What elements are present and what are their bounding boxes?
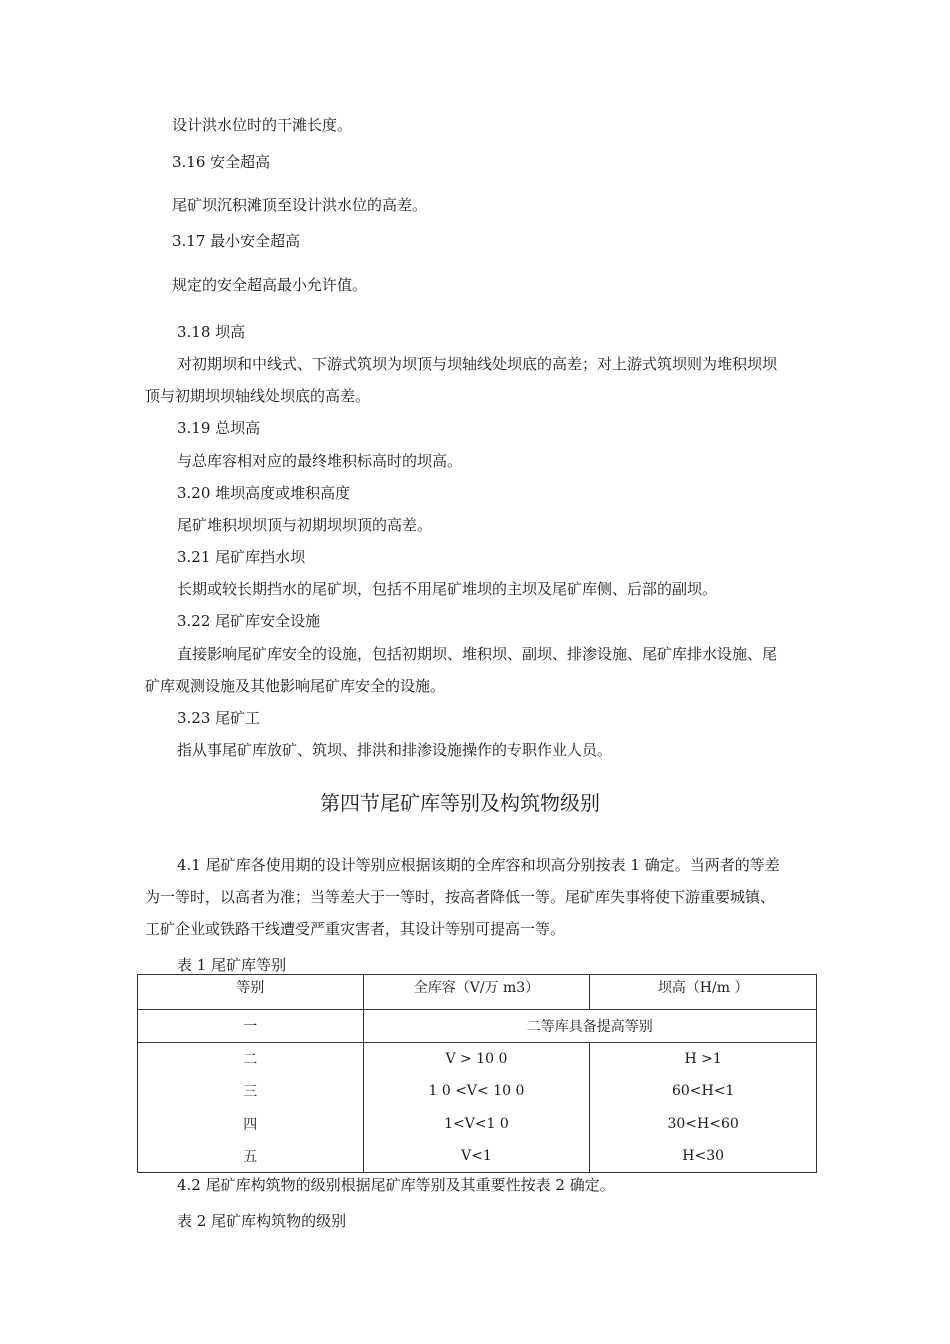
grade-cell: 一 [138, 1010, 364, 1043]
text-line: 长期或较长期挡水的尾矿坝，包括不用尾矿堆坝的主坝及尾矿库侧、后部的副坝。 [177, 580, 718, 598]
volume-cell: V > 10 0 [363, 1043, 590, 1076]
table-row [138, 1075, 817, 1107]
text-line: 4.2 尾矿库构筑物的级别根据尾矿库等别及其重要性按表 2 确定。 [177, 1176, 615, 1194]
table-header-row [138, 975, 817, 1010]
clause-heading: 3.19 总坝高 [177, 419, 261, 437]
header-cell: 等别 [138, 975, 364, 1010]
volume-cell: 1 0 <V< 10 0 [363, 1075, 590, 1107]
text-line: 尾矿坝沉积滩顶至设计洪水位的高差。 [172, 196, 428, 214]
clause-heading: 3.22 尾矿库安全设施 [177, 612, 321, 630]
clause-heading: 3.17 最小安全超高 [172, 232, 301, 250]
text-line: 尾矿堆积坝坝顶与初期坝坝顶的高差。 [177, 516, 433, 534]
header-cell: 全库容（V/万 m3） [363, 975, 590, 1010]
table-row [138, 1010, 817, 1043]
text-line: 工矿企业或铁路干线遭受严重灾害者，其设计等别可提高一等。 [145, 920, 566, 938]
table-caption: 表 2 尾矿库构筑物的级别 [177, 1212, 347, 1230]
table-caption: 表 1 尾矿库等别 [177, 956, 287, 974]
height-cell: H >1 [590, 1043, 817, 1076]
height-cell: 30<H<60 [590, 1107, 817, 1139]
clause-heading: 3.18 坝高 [177, 323, 246, 341]
text-line: 与总库容相对应的最终堆积标高时的坝高。 [177, 452, 463, 470]
grade-cell: 三 [138, 1075, 364, 1107]
text-line: 为一等时，以高者为准；当等差大于一等时，按高者降低一等。尾矿库失事将使下游重要城镇、 [145, 888, 776, 906]
text-line: 直接影响尾矿库安全的设施，包括初期坝、堆积坝、副坝、排渗设施、尾矿库排水设施、尾 [177, 645, 778, 663]
text-line: 指从事尾矿库放矿、筑坝、排洪和排渗设施操作的专职作业人员。 [177, 741, 613, 759]
text-line: 矿库观测设施及其他影响尾矿库安全的设施。 [145, 677, 446, 695]
clause-heading: 3.23 尾矿工 [177, 709, 261, 727]
height-cell: H<30 [590, 1140, 817, 1173]
clause-heading: 3.16 安全超高 [172, 153, 271, 171]
text-line: 对初期坝和中线式、下游式筑坝为坝顶与坝轴线处坝底的高差；对上游式筑坝则为堆积坝坝 [177, 355, 778, 373]
grade-table [137, 974, 817, 1173]
grade-cell: 四 [138, 1107, 364, 1139]
volume-cell: V<1 [363, 1140, 590, 1173]
text-line: 4.1 尾矿库各使用期的设计等别应根据该期的全库容和坝高分别按表 1 确定。当两者的等差 [177, 856, 780, 874]
table-row [138, 1043, 817, 1076]
clause-heading: 3.20 堆坝高度或堆积高度 [177, 484, 351, 502]
section-title: 第四节尾矿库等别及构筑物级别 [320, 791, 600, 815]
table-row [138, 1107, 817, 1139]
table-row [138, 1140, 817, 1173]
text-line: 设计洪水位时的干滩长度。 [172, 116, 353, 134]
text-line: 规定的安全超高最小允许值。 [172, 276, 368, 294]
height-cell: 60<H<1 [590, 1075, 817, 1107]
volume-cell: 1<V<1 0 [363, 1107, 590, 1139]
grade-cell: 二 [138, 1043, 364, 1076]
grade-cell: 五 [138, 1140, 364, 1173]
merged-cell: 二等库具备提高等别 [363, 1010, 816, 1043]
header-cell: 坝高（H/m ） [590, 975, 817, 1010]
text-line: 顶与初期坝坝轴线处坝底的高差。 [145, 387, 371, 405]
clause-heading: 3.21 尾矿库挡水坝 [177, 548, 306, 566]
